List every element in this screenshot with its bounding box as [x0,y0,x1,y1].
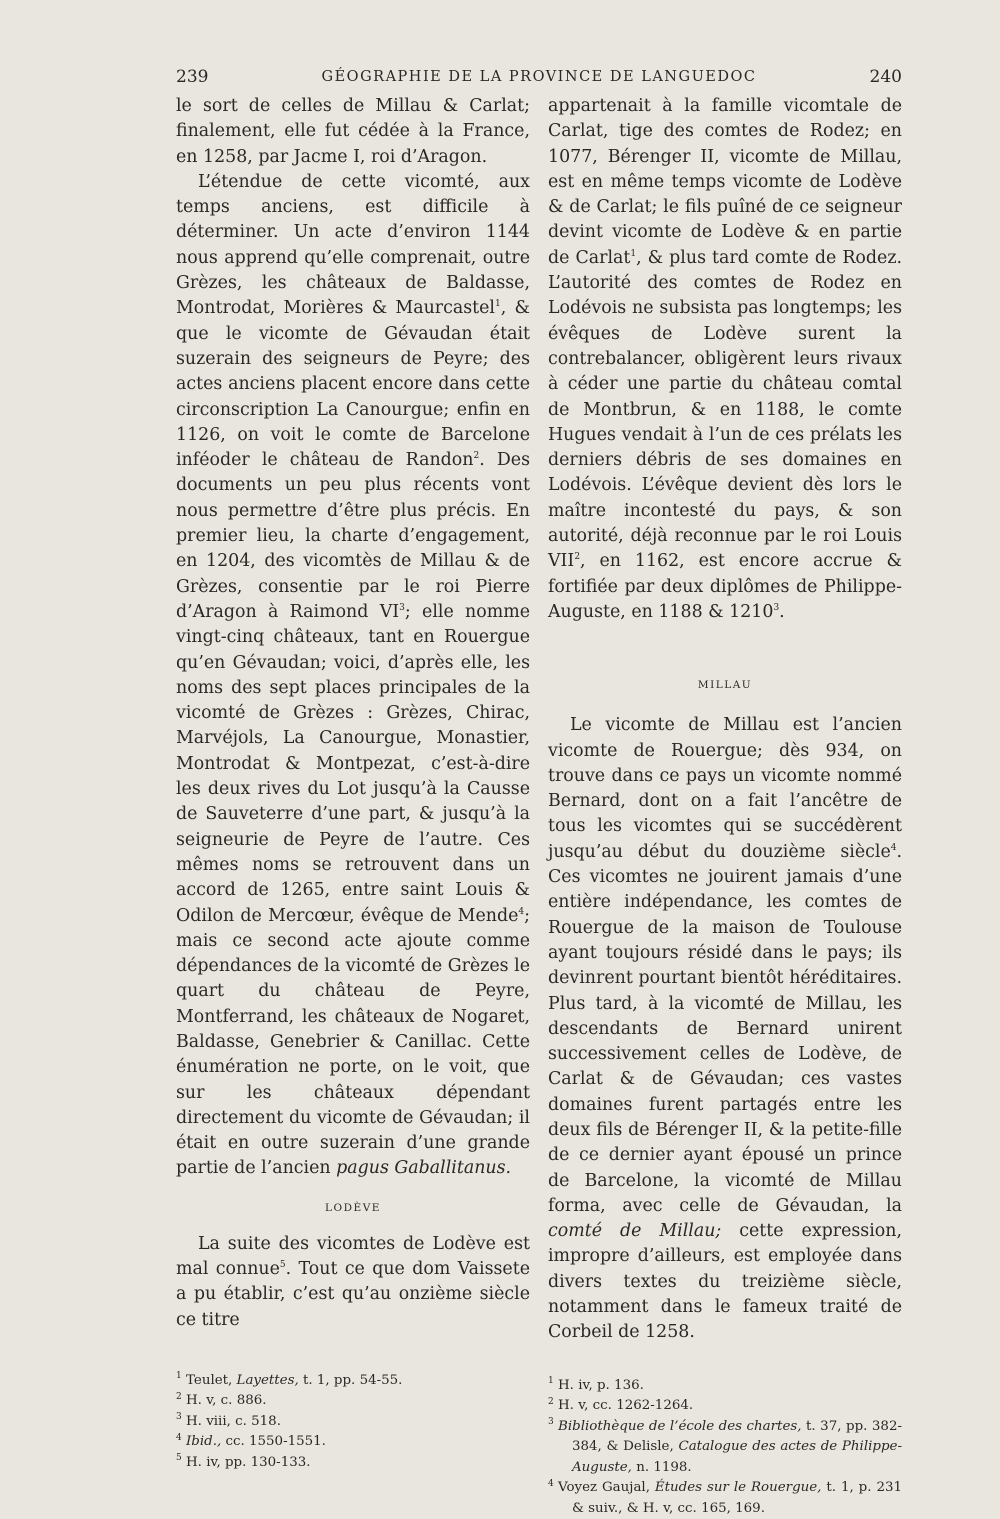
footnote: $^3$ H. viii, c. 518. [176,1412,281,1429]
footnote: $^2$ H. v, c. 886. [176,1391,267,1409]
footnote-ref[interactable]: 1 [630,248,637,259]
paragraph: L’étendue de cette vicomté, aux temps anciens, est difficile à déterminer. Un acte d’environ 1144 nous apprend qu’elle comprenait, outre Grèzes, les châteaux de Baldasse, Montrodat, Morières & Maurcastel$^1$, & que le vicomte de Gévaudan était suzerain des seigneurs de Peyre; des actes anciens placent encore dans cette circonscription La Canourgue; enfin en 1126, on voit le comte de Barcelone inféoder le château de Randon$^2$. Des documents un peu plus récents vont nous permettre d’être plus précis. En premier lieu, la charte d’engagement, en 1204, des vicomtès de Millau & de Grèzes, consentie par le roi Pierre d’Aragon à Raimond $VI^3$; elle nomme vingt-cinq châteaux, tant en Rouergue qu’en Gévaudan; voici, d’après elle, les noms des sept places principales de la vicomté de Grèzes : Grèzes, Chirac, Marvéjols, La Canourgue, Monastier, Montrodat & Montpezat, c’est-à-dire les deux rives du Lot jusqu’à la Causse de Sauveterre d’une part, & jusqu’à la seigneurie de Peyre de l’autre. Ces mêmes noms se retrouvent dans un accord de 1265, entre saint Louis & Odilon de Mercœur, évêque de Mende$^4$; mais ce second acte ajoute comme dépendances de la vicomté de Grèzes le quart du château de Peyre, Montferrand, les châteaux de Nogaret, Baldasse, Genebrier & Canillac. Cette énumération ne porte, on le voit, que sur les châteaux dépendant directement du vicomte de Gévaudan; il était en outre suzerain d’une grande partie de l’ancien pagus Gaballitanus. [176,171,531,1179]
paragraph: Le vicomte de Millau est l’ancien vicomte de Rouergue; dès 934, on trouve dans ce pays un vicomte nommé Bernard, dont on a fait l’ancêtre de tous les vicomtes qui se succédèrent jusqu’au début du douzième siècle$^4$. Ces vicomtes ne jouirent jamais d’une entière indépendance, les comtes de Rouergue de la maison de Toulouse ayant toujours résidé dans le pays; ils devinrent pourtant bientôt héréditaires. Plus tard, à la vicomté de Millau, les descendants de Bernard unirent successivement celles de Lodève, de Carlat & de Gévaudan; ces vastes domaines furent partagés entre les deux fils de Bérenger II, & la petite-fille de ce dernier ayant épousé un prince de Barcelone, la vicomté de Millau forma, avec celle de Gévaudan, la comté de Millau; cette expression, impropre d’ailleurs, est employée dans divers textes du treizième siècle, notamment dans le fameux traité de Corbeil de 1258. [548,715,902,1343]
footnote: $^4$ Voyez Gaujal, Études sur le Rouergue, t. 1, p. 231 & suiv., & H. v, cc. 165, 169. [548,1478,903,1516]
running-head [176,64,902,90]
footnotes-left [176,1371,530,1474]
running-title: GÉOGRAPHIE DE LA PROVINCE DE LANGUEDOC [321,69,757,85]
paragraph: La suite des vicomtes de Lodève est mal connue$^5$. Tout ce que dom Vaissete a pu établir, c’est qu’au onzième siècle ce titre [176,1233,530,1330]
footnote: $^5$ H. iv, pp. 130-133. [176,1453,311,1470]
right-column [548,94,902,1519]
footnote-ref[interactable]: 4 [518,906,525,917]
section-heading-millau: MILLAU [697,679,753,692]
footnote: $^4$ Ibid., cc. 1550-1551. [176,1432,326,1450]
section-heading-lodeve: LODÈVE [325,1201,381,1214]
page-number-left: 239 [176,67,209,87]
footnote: $^3$ Bibliothèque de l’école des chartes, t. 37, pp. 382-384, & Delisle, Catalogue des actes de Philippe-Auguste, n. 1198. [548,1417,902,1475]
footnote-ref[interactable]: 2 [473,451,480,462]
footnote-ref[interactable]: 2 [574,552,581,563]
footnote: $^1$ Teulet, Layettes, t. 1, pp. 54-55. [176,1371,403,1388]
footnote-ref[interactable]: 3 [399,603,405,614]
footnotes-right [548,1376,902,1519]
footnote: $^2$ H. v, cc. 1262-1264. [548,1396,694,1414]
footnote-ref[interactable]: 4 [890,842,897,853]
paragraph: appartenait à la famille vicomtale de Carlat, tige des comtes de Rodez; en 1077, Bérenger II, vicomte de Millau, est en même temps vicomte de Lodève & de Carlat; le fils puîné de ce seigneur devint vicomte de Lodève & en partie de Carlat$^1$, & plus tard comte de Rodez. L’autorité des comtes de Rodez en Lodévois ne subsista pas longtemps; les évêques de Lodève surent la contrebalancer, obligèrent leurs rivaux à céder une partie du château comtal de Montbrun, & en 1188, le comte Hugues vendait à l’un de ces prélats les derniers débris de ses domaines en Lodévois. L’évêque devient dès lors le maître incontesté du pays, & son autorité, déjà reconnue par le roi Louis VII$^2$, en 1162, est encore accrue & fortifiée par deux diplômes de Philippe-Auguste, en 1188 & 1210$^3$. [548,96,903,622]
paragraph: le sort de celles de Millau & Carlat; finalement, elle fut cédée à la France, en 1258, par Jacme I, roi d’Aragon. [176,96,530,167]
footnote-ref[interactable]: 5 [279,1260,286,1271]
footnote-ref[interactable]: 3 [773,603,780,614]
left-column [176,94,530,1473]
footnote: $^1$ H. iv, p. 136. [548,1376,644,1393]
page-number-right: 240 [869,67,902,87]
footnote-ref[interactable]: 1 [495,299,501,310]
